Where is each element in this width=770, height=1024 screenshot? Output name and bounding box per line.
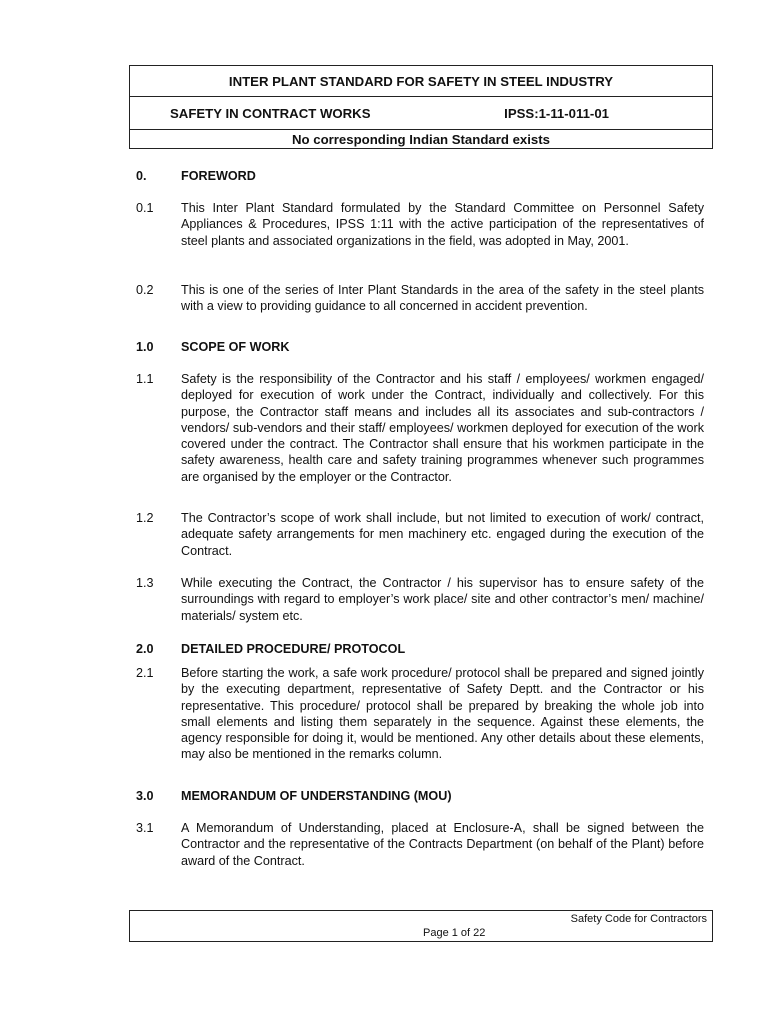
header-code: IPSS:1-11-011-01 <box>504 105 609 121</box>
section-heading: FOREWORD <box>181 169 256 183</box>
page-footer <box>129 910 713 942</box>
section-number: 1.1 <box>136 372 154 386</box>
section-number: 0. <box>136 169 147 183</box>
section-heading: SCOPE OF WORK <box>181 340 290 354</box>
header-title: INTER PLANT STANDARD FOR SAFETY IN STEEL INDUSTRY <box>228 73 614 89</box>
section-heading: DETAILED PROCEDURE/ PROTOCOL <box>181 642 406 656</box>
section-number: 2.0 <box>136 642 154 656</box>
section-number: 0.2 <box>136 283 154 297</box>
section-paragraph: Safety is the responsibility of the Contractor and his staff / employees/ workmen engaged/ deployed for execution of work under the Contract, individually and collectively. For this purpose, the Contractor staff means and includes all its associates and sub-contractors / vendors/ sub-vendors and their staff/ employees/ workmen deployed for execution of the work covered under the contract. The Contractor shall ensure that his workmen participate in the safety awareness, health care and safety training programmes whenever such programmes are organised by the employer or the Contractor. <box>181 372 704 484</box>
section-paragraph: This is one of the series of Inter Plant Standards in the area of the safety in the steel plants with a view to providing guidance to all concerned in accident prevention. <box>181 283 704 314</box>
header-subject: SAFETY IN CONTRACT WORKS <box>170 105 371 121</box>
section-number: 1.0 <box>136 340 154 354</box>
header-title-row <box>130 66 712 97</box>
section-number: 3.0 <box>136 789 154 803</box>
section-number: 1.3 <box>136 576 154 590</box>
section-number: 1.2 <box>136 511 154 525</box>
header-note: No corresponding Indian Standard exists <box>292 131 550 147</box>
footer-doc-title: Safety Code for Contractors <box>570 913 707 925</box>
section-paragraph: Before starting the work, a safe work procedure/ protocol shall be prepared and signed jointly by the executing department, representative of Safety Deptt. and the Contractor or his representative. This procedure/ protocol shall be prepared by breaking the whole job into small elements and listing them separately in the sequence. Against these elements, the agency responsible for doing it, would be mentioned. Any other details about these elements, may also be mentioned in the remarks column. <box>181 666 704 762</box>
header-subject-row <box>130 97 712 130</box>
section-number: 3.1 <box>136 821 154 835</box>
footer-page-number: Page 1 of 22 <box>423 927 486 939</box>
header-note-row <box>130 130 712 148</box>
section-number: 2.1 <box>136 666 154 680</box>
section-paragraph: The Contractor’s scope of work shall include, but not limited to execution of work/ contract, adequate safety arrangements for men machinery etc. engaged during the execution of the Contract. <box>181 511 704 558</box>
section-number: 0.1 <box>136 201 154 215</box>
section-heading: MEMORANDUM OF UNDERSTANDING (MOU) <box>181 789 452 803</box>
document-header-table <box>129 65 713 149</box>
section-paragraph: A Memorandum of Understanding, placed at Enclosure-A, shall be signed between the Contractor and the representative of the Contracts Department (on behalf of the Plant) before award of the Contract. <box>181 821 704 868</box>
section-paragraph: This Inter Plant Standard formulated by the Standard Committee on Personnel Safety Appliances & Procedures, IPSS 1:11 with the active participation of the representatives of steel plants and associated organizations in the field, was adopted in May, 2001. <box>181 201 704 248</box>
section-paragraph: While executing the Contract, the Contractor / his supervisor has to ensure safety of the surroundings with regard to employer’s work place/ site and other contractor’s men/ machine/ materials/ system etc. <box>181 576 704 623</box>
